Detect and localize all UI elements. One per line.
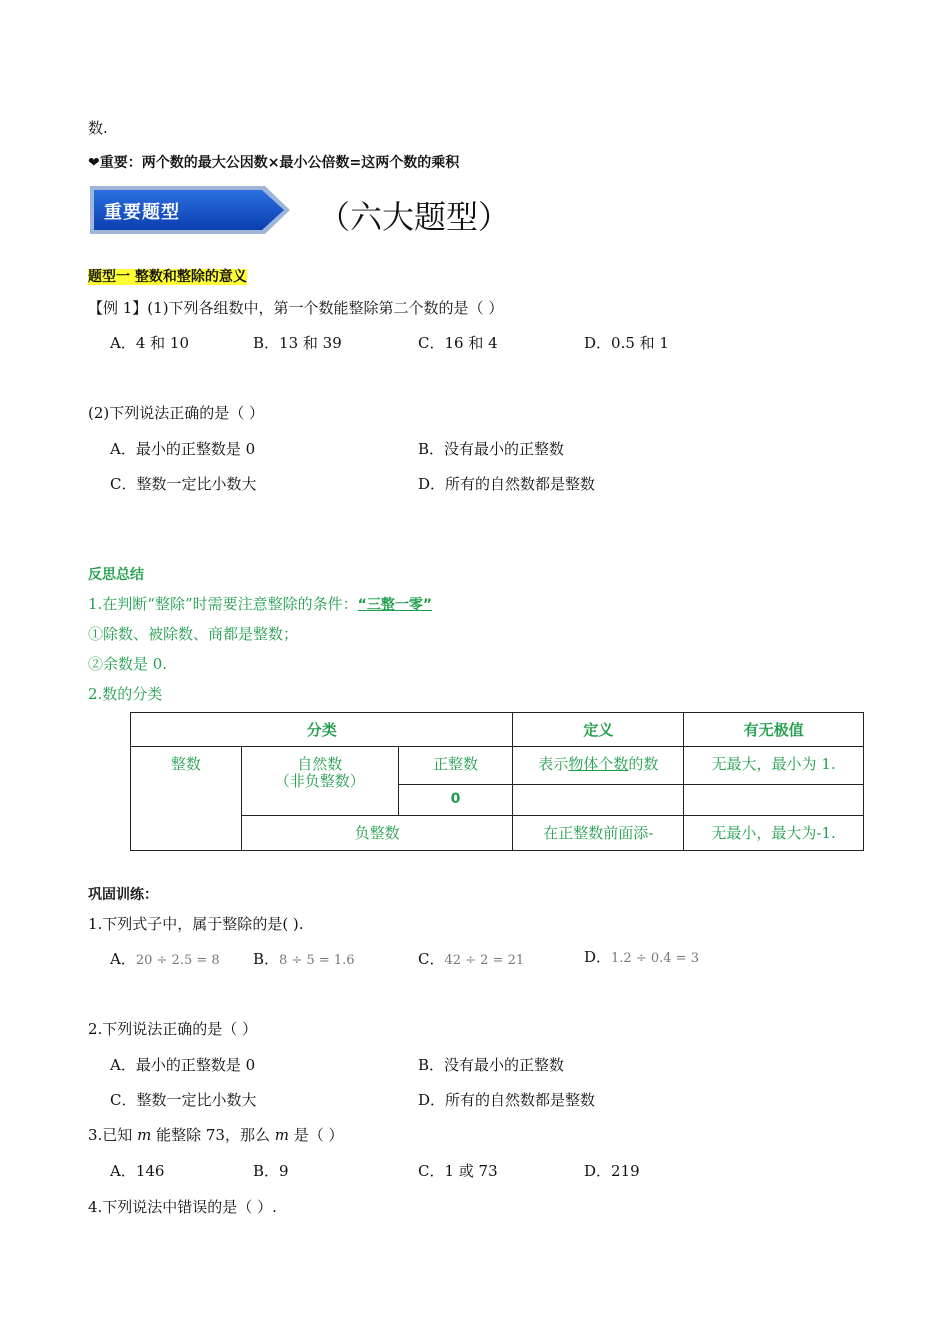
- practice-question-3: 3.已知 m 能整除 73，那么 m 是（ ）: [88, 1126, 344, 1144]
- option: B．没有最小的正整数: [418, 440, 565, 458]
- practice-heading: 巩固训练：: [88, 887, 158, 903]
- table-cell: [513, 785, 684, 816]
- reflection-line: 1.在判断“整除”时需要注意整除的条件：“三整一零”: [88, 595, 433, 613]
- table-cell: 负整数: [241, 816, 513, 851]
- option: D．0.5 和 1: [584, 334, 669, 352]
- reflection-line: ①除数、被除数、商都是整数；: [88, 625, 299, 643]
- table-header: 分类: [131, 713, 513, 747]
- table-cell: 整数: [131, 747, 242, 851]
- table-cell: 无最大，最小为 1.: [684, 747, 864, 785]
- practice-question-2: 2.下列说法正确的是（ ）: [88, 1020, 258, 1038]
- practice-question-4: 4.下列说法中错误的是（ ）.: [88, 1198, 277, 1216]
- option: C．16 和 4: [418, 334, 498, 352]
- option: D．所有的自然数都是整数: [418, 1091, 596, 1109]
- option: B．9: [253, 1162, 289, 1180]
- important-note: ❤重要：两个数的最大公因数×最小公倍数=这两个数的乘积: [88, 155, 460, 171]
- text-fragment: 数.: [88, 119, 108, 137]
- option: C．整数一定比小数大: [110, 475, 257, 493]
- option: A．4 和 10: [110, 334, 189, 352]
- reflection-line: 2.数的分类: [88, 685, 163, 703]
- banner-label: 重要题型: [104, 202, 180, 223]
- table-cell: 自然数 （非负整数）: [241, 747, 398, 816]
- option: D．219: [584, 1162, 640, 1180]
- table-cell: 无最小，最大为-1.: [684, 816, 864, 851]
- reflection-line: ②余数是 0.: [88, 655, 168, 673]
- example-question-2: (2)下列说法正确的是（ ）: [88, 404, 265, 422]
- option: A．20 ÷ 2.5 = 8: [110, 950, 220, 968]
- option: D．所有的自然数都是整数: [418, 475, 596, 493]
- table-cell: 表示物体个数的数: [513, 747, 684, 785]
- table-cell: 0: [398, 785, 513, 816]
- classification-table: [130, 712, 864, 851]
- option: B．8 ÷ 5 = 1.6: [253, 950, 355, 968]
- table-cell: 在正整数前面添-: [513, 816, 684, 851]
- option: C．42 ÷ 2 = 21: [418, 950, 525, 968]
- option: C．1 或 73: [418, 1162, 498, 1180]
- option: A．146: [110, 1162, 165, 1180]
- example-question-1: 【例 1】(1)下列各组数中，第一个数能整除第二个数的是（ ）: [88, 299, 504, 317]
- option: A．最小的正整数是 0: [110, 1056, 256, 1074]
- option: D．1.2 ÷ 0.4 = 3: [584, 948, 699, 966]
- option: C．整数一定比小数大: [110, 1091, 257, 1109]
- option: A．最小的正整数是 0: [110, 440, 256, 458]
- table-header: 定义: [513, 713, 684, 747]
- table-cell: 正整数: [398, 747, 513, 785]
- section-title: （六大题型）: [318, 198, 511, 236]
- option: B．13 和 39: [253, 334, 342, 352]
- type-heading: 题型一 整数和整除的意义: [88, 269, 247, 285]
- option: B．没有最小的正整数: [418, 1056, 565, 1074]
- table-cell: [684, 785, 864, 816]
- table-header: 有无极值: [684, 713, 864, 747]
- practice-question-1: 1.下列式子中，属于整除的是( ).: [88, 915, 304, 933]
- reflection-heading: 反思总结: [88, 567, 144, 583]
